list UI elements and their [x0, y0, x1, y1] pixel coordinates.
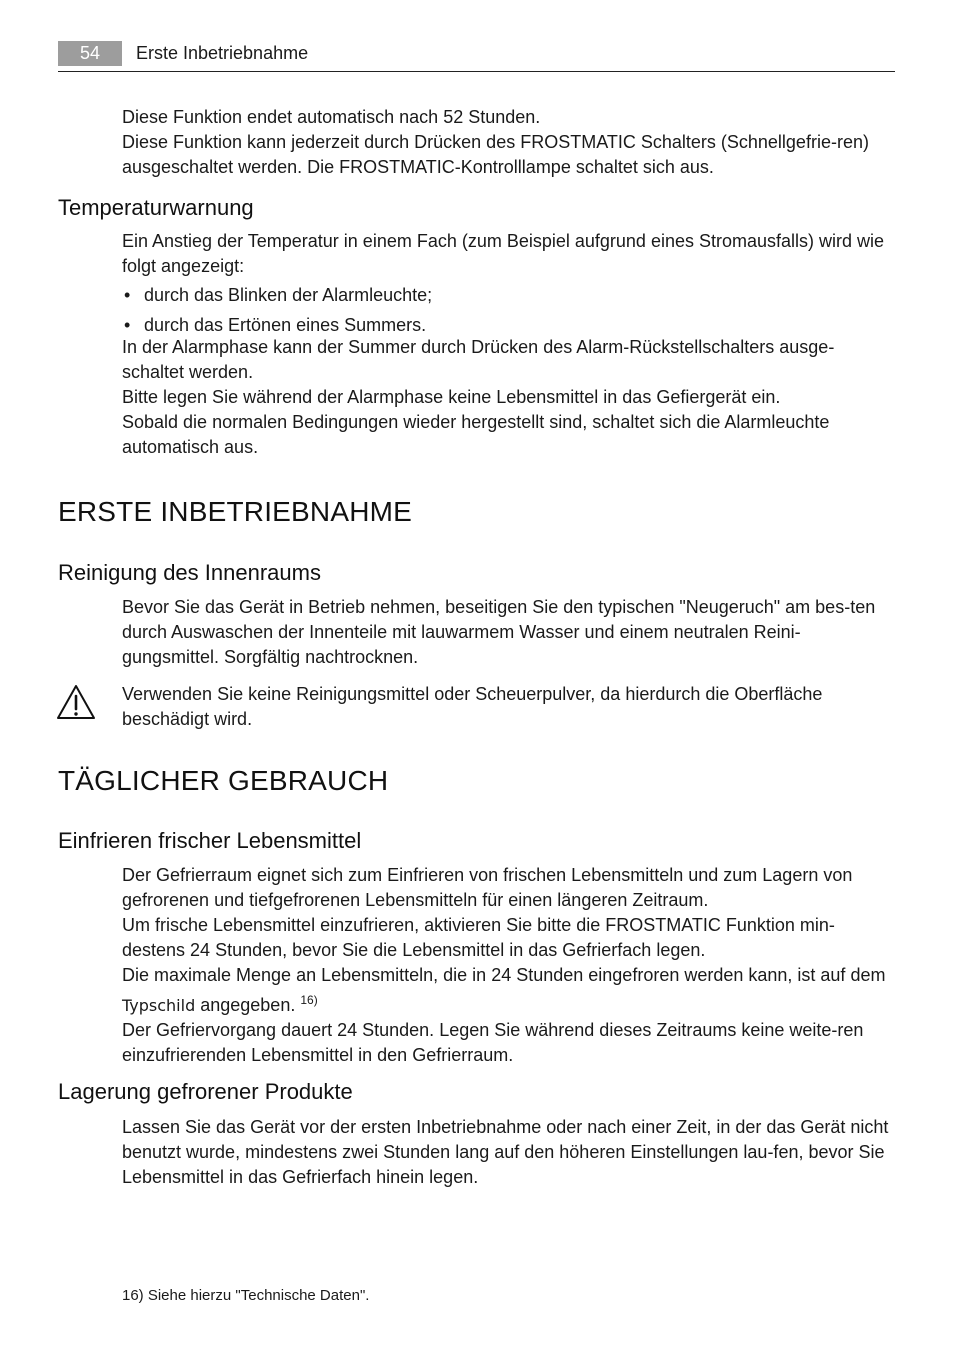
footnote-reference: 16)	[300, 993, 318, 1007]
freezing-paragraph-2: Um frische Lebensmittel einzufrieren, aktivieren Sie bitte die FROSTMATIC Funktion min-destens 24 Stunden, bevor Sie die Lebensmittel in das Gefrierfach legen.	[122, 915, 835, 960]
freezing-paragraph-4: Der Gefriervorgang dauert 24 Stunden. Legen Sie während dieses Zeitraums keine weite-ren einzufrierenden Lebensmittel in den Gefrierraum.	[122, 1020, 864, 1065]
cleaning-text	[122, 595, 896, 670]
temperature-section	[122, 229, 896, 460]
chapter-title-taeglicher-gebrauch: TÄGLICHER GEBRAUCH	[58, 765, 389, 796]
running-title: Erste Inbetriebnahme	[136, 43, 309, 63]
heading-reinigung: Reinigung des Innenraums	[58, 560, 321, 585]
storage-section	[122, 1115, 896, 1190]
intro-paragraph-1: Diese Funktion endet automatisch nach 52 Stunden.	[122, 107, 541, 127]
footnote: 16) Siehe hierzu "Technische Daten".	[122, 1287, 370, 1304]
heading-lagerung: Lagerung gefrorener Produkte	[58, 1079, 353, 1104]
warning-text: Verwenden Sie keine Reinigungsmittel oder Scheuerpulver, da hierdurch die Oberfläche beschädigt wird.	[122, 684, 823, 729]
rating-plate-term: Typschild	[122, 996, 196, 1015]
list-item: • durch das Blinken der Alarmleuchte;	[122, 283, 896, 308]
temp-paragraph-4: Sobald die normalen Bedingungen wieder hergestellt sind, schaltet sich die Alarmleuchte automatisch aus.	[122, 412, 830, 457]
freezing-text-b: angegeben.	[195, 995, 301, 1015]
freezing-text-a: Die maximale Menge an Lebensmitteln, die in 24 Stunden eingefroren werden kann, ist auf dem	[122, 965, 886, 985]
intro-paragraph-2: Diese Funktion kann jederzeit durch Drücken des FROSTMATIC Schalters (Schnellgefrie-ren) ausgeschaltet werden. Die FROSTMATIC-Kontrolllampe schaltet sich aus.	[122, 132, 869, 177]
freezing-paragraph-3	[122, 963, 896, 1018]
chapter-title-erste-inbetriebnahme: ERSTE INBETRIEBNAHME	[58, 496, 413, 527]
temp-paragraph-1: Ein Anstieg der Temperatur in einem Fach (zum Beispiel aufgrund eines Stromausfalls) wird wie folgt angezeigt:	[122, 231, 885, 276]
temp-paragraph-3: Bitte legen Sie während der Alarmphase keine Lebensmittel in das Gefiergerät ein.	[122, 387, 781, 407]
alarm-indicator-list	[122, 283, 896, 338]
heading-einfrieren: Einfrieren frischer Lebensmittel	[58, 828, 362, 853]
intro-text	[122, 105, 896, 180]
page-header	[58, 41, 895, 72]
temp-paragraph-2: In der Alarmphase kann der Summer durch Drücken des Alarm-Rückstellschalters ausge-schaltet werden.	[122, 337, 835, 382]
heading-temperaturwarnung: Temperaturwarnung	[58, 195, 254, 220]
cleaning-paragraph: Bevor Sie das Gerät in Betrieb nehmen, beseitigen Sie den typischen "Neugeruch" am bes-ten durch Auswaschen der Innenteile mit lauwarmem Wasser und einem neutralen Reini-gungsmittel. Sorgfältig nachtrocknen.	[122, 597, 876, 667]
warning-note	[122, 682, 896, 732]
storage-paragraph: Lassen Sie das Gerät vor der ersten Inbetriebnahme oder nach einer Zeit, in der das Gerät nicht benutzt wurde, mindestens zwei Stunden lang auf den höheren Einstellungen lau-fen, bevor Sie Lebensmittel in das Gefrierfach hinein legen.	[122, 1117, 889, 1187]
warning-triangle-icon	[56, 684, 96, 720]
freezing-section	[122, 863, 896, 1068]
list-item: • durch das Ertönen eines Summers.	[122, 313, 896, 338]
freezing-paragraph-1: Der Gefrierraum eignet sich zum Einfrieren von frischen Lebensmitteln und zum Lagern von gefrorenen und tiefgefrorenen Lebensmitteln für einen längeren Zeitraum.	[122, 865, 853, 910]
page-number: 54	[58, 41, 122, 66]
